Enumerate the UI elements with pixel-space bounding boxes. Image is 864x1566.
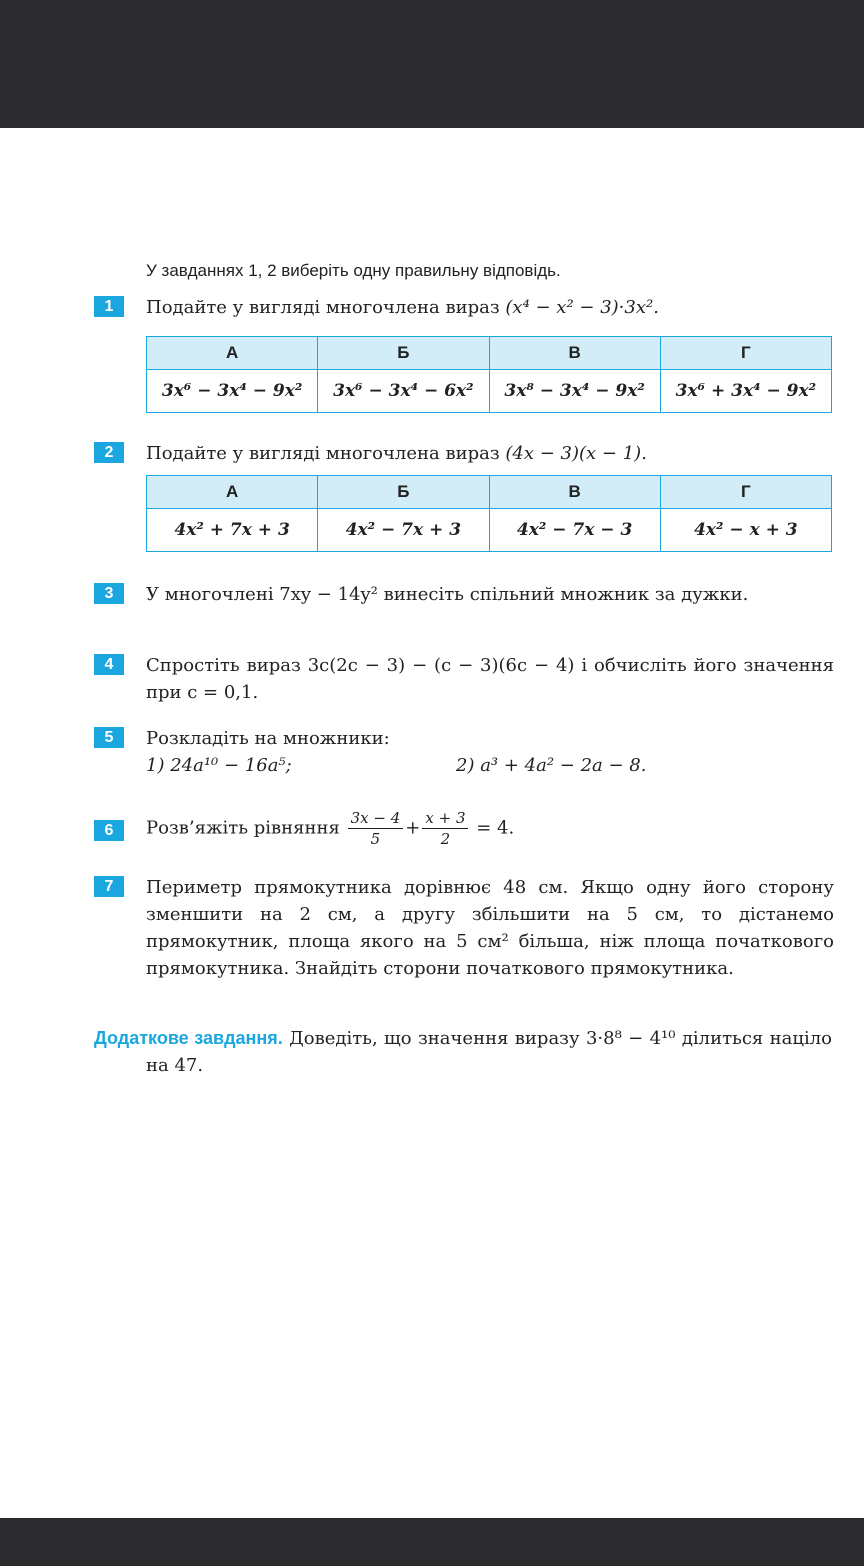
- viewer-top-bar: [0, 0, 864, 128]
- task-1-option-b[interactable]: 3x⁶ − 3x⁴ − 6x²: [318, 370, 489, 413]
- task-2-option-b[interactable]: 4x² − 7x + 3: [318, 509, 489, 552]
- task-number-badge: 2: [94, 442, 124, 463]
- task-2-option-g[interactable]: 4x² − x + 3: [660, 509, 831, 552]
- task-number-badge: 3: [94, 583, 124, 604]
- task-3-text: У многочлені 7xy − 14y² винесіть спільний множник за дужки.: [146, 584, 749, 605]
- option-a-header: А: [147, 476, 318, 509]
- task-2-answer-table: [146, 475, 832, 552]
- option-g-header: Г: [660, 476, 831, 509]
- option-b-header: Б: [318, 476, 489, 509]
- fraction-1-denominator: 5: [370, 830, 381, 848]
- equation-rhs: = 4.: [476, 817, 515, 839]
- extra-task: [94, 1025, 832, 1079]
- fraction-1: [348, 808, 404, 849]
- task-1-text: [146, 294, 834, 321]
- task-2-expression: (4x − 3)(x − 1).: [505, 443, 647, 464]
- task-5-part-1: 1) 24a¹⁰ − 16a⁵;: [146, 755, 292, 776]
- fraction-1-numerator: 3x − 4: [348, 808, 404, 829]
- task-1-option-g[interactable]: 3x⁶ + 3x⁴ − 9x²: [660, 370, 831, 413]
- task-5-part-2: 2) a³ + 4a² − 2a − 8.: [456, 755, 647, 776]
- task-2-option-a[interactable]: 4x² + 7x + 3: [147, 509, 318, 552]
- task-1-answer-table: [146, 336, 832, 413]
- task-number-badge: 1: [94, 296, 124, 317]
- option-v-header: В: [489, 476, 660, 509]
- option-v-header: В: [489, 337, 660, 370]
- fraction-2-numerator: x + 3: [422, 808, 468, 829]
- option-g-header: Г: [660, 337, 831, 370]
- task-2-prompt: Подайте у вигляді многочлена вираз: [146, 443, 500, 464]
- plus-sign: +: [405, 817, 421, 839]
- task-2-option-v[interactable]: 4x² − 7x − 3: [489, 509, 660, 552]
- task-1-option-a[interactable]: 3x⁶ − 3x⁴ − 9x²: [147, 370, 318, 413]
- extra-task-label: Додаткове завдання.: [94, 1028, 283, 1048]
- task-number-badge: 7: [94, 876, 124, 897]
- task-6-text: [146, 808, 834, 849]
- fraction-2-denominator: 2: [440, 830, 451, 848]
- task-5-parts: [146, 752, 834, 782]
- task-1-option-v[interactable]: 3x⁸ − 3x⁴ − 9x²: [489, 370, 660, 413]
- task-number-badge: 6: [94, 820, 124, 841]
- task-5-text: [146, 725, 834, 782]
- task-4-text: Спростіть вираз 3c(2c − 3) − (c − 3)(6c − 4) і обчисліть його значення при c = 0,1.: [146, 655, 834, 703]
- task-number-badge: 4: [94, 654, 124, 675]
- textbook-page: [0, 128, 864, 1518]
- extra-task-body: Доведіть, що значення виразу 3·8⁸ − 4¹⁰ ділиться націло на 47.: [146, 1028, 832, 1076]
- task-6-prompt: Розв’яжіть рівняння: [146, 817, 340, 839]
- task-2-text: [146, 440, 834, 467]
- task-1-prompt: Подайте у вигляді многочлена вираз: [146, 297, 500, 318]
- instructions-text: У завданнях 1, 2 виберіть одну правильну відповідь.: [146, 261, 561, 280]
- option-a-header: А: [147, 337, 318, 370]
- task-number-badge: 5: [94, 727, 124, 748]
- task-7-text: Периметр прямокутника дорівнює 48 см. Якщо одну його сторону зменшити на 2 см, а другу збільшити на 5 см, то дістанемо прямокутник, площа якого на 5 см² більша, ніж площа початкового прямокутника. Знайдіть сторони початкового прямокутника.: [146, 877, 834, 979]
- task-1-expression: (x⁴ − x² − 3)·3x².: [505, 297, 659, 318]
- extra-task-text: [94, 1025, 832, 1079]
- option-b-header: Б: [318, 337, 489, 370]
- task-5-prompt: Розкладіть на множники:: [146, 728, 390, 749]
- viewer-bottom-bar: [0, 1518, 864, 1566]
- fraction-2: [422, 808, 468, 849]
